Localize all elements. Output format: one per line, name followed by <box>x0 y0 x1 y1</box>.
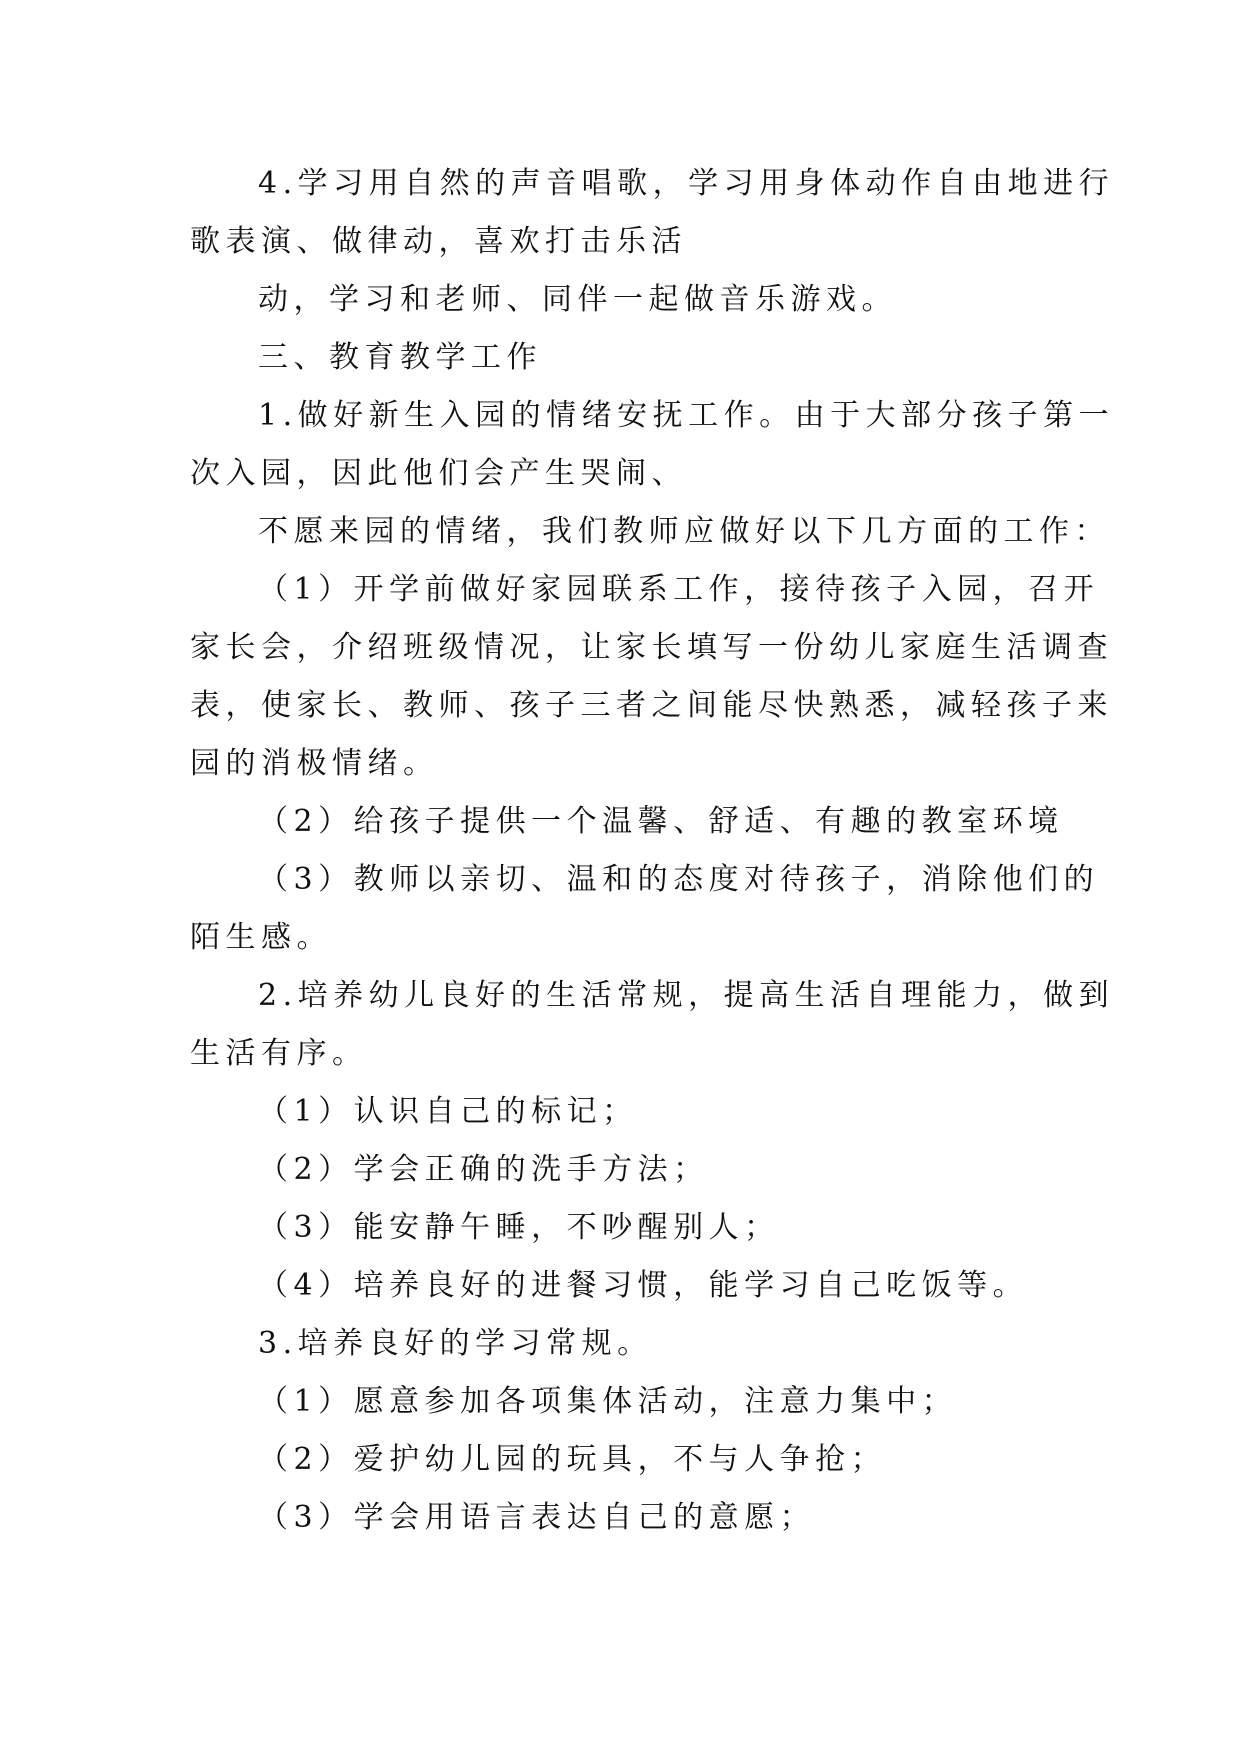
list-item: （1）认识自己的标记； <box>258 1094 638 1129</box>
text-line: （2）给孩子提供一个温馨、舒适、有趣的教室环境 <box>258 804 1064 839</box>
section-heading: 三、教育教学工作 <box>258 340 542 375</box>
text-line: 园的消极情绪。 <box>190 746 439 781</box>
list-item: （3）学会用语言表达自己的意愿； <box>258 1500 816 1535</box>
list-item: （2）爱护幼儿园的玩具，不与人争抢； <box>258 1442 887 1477</box>
text-line: 陌生感。 <box>190 920 332 955</box>
list-item: （1）愿意参加各项集体活动，注意力集中； <box>258 1384 958 1419</box>
text-line: 家长会，介绍班级情况，让家长填写一份幼儿家庭生活调查 <box>190 630 1113 665</box>
text-line: 1.做好新生入园的情绪安抚工作。由于大部分孩子第一 <box>258 398 1115 433</box>
list-item: （2）学会正确的洗手方法； <box>258 1152 709 1187</box>
list-item: （4）培养良好的进餐习惯，能学习自己吃饭等。 <box>258 1268 1029 1303</box>
text-line: 歌表演、做律动，喜欢打击乐活 <box>190 224 687 259</box>
text-line: 生活有序。 <box>190 1036 368 1071</box>
text-line: 动，学习和老师、同伴一起做音乐游戏。 <box>258 282 897 317</box>
text-line: （3）教师以亲切、温和的态度对待孩子，消除他们的 <box>258 862 1100 897</box>
text-line: 次入园，因此他们会产生哭闹、 <box>190 456 687 491</box>
text-line: 表，使家长、教师、孩子三者之间能尽快熟悉，减轻孩子来 <box>190 688 1113 723</box>
text-line: 不愿来园的情绪，我们教师应做好以下几方面的工作： <box>258 514 1110 549</box>
text-line: 2.培养幼儿良好的生活常规，提高生活自理能力，做到 <box>258 978 1115 1013</box>
list-item: （3）能安静午睡，不吵醒别人； <box>258 1210 780 1245</box>
text-line: （1）开学前做好家园联系工作，接待孩子入园，召开 <box>258 572 1100 607</box>
text-line: 3.培养良好的学习常规。 <box>258 1326 653 1361</box>
text-line: 4.学习用自然的声音唱歌，学习用身体动作自由地进行 <box>258 166 1115 201</box>
